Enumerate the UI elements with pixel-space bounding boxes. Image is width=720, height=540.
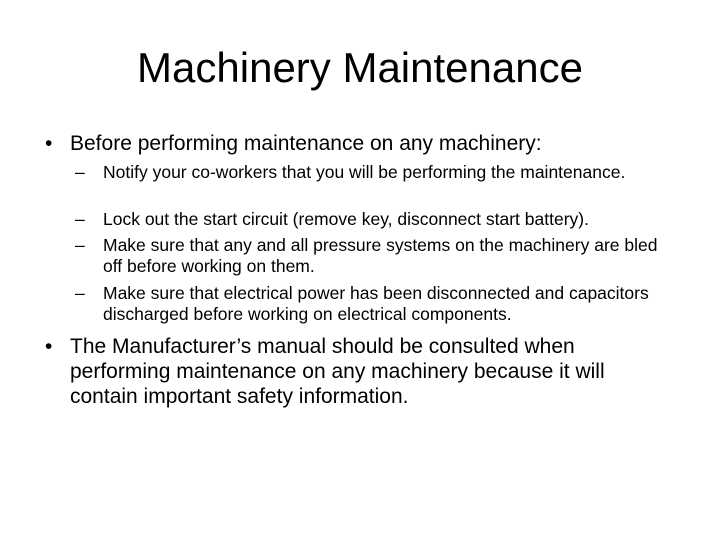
sub-bullet-text: Make sure that electrical power has been disconnected and capacitors discharged before working on electrical components. — [103, 283, 649, 324]
slide-title: Machinery Maintenance — [137, 44, 583, 91]
bullet-text: The Manufacturer’s manual should be consulted when performing maintenance on any machinery because it will contain important safety information. — [70, 335, 605, 408]
sub-bullet-marker: – — [75, 209, 85, 229]
bullet-text: Before performing maintenance on any machinery: — [70, 132, 542, 155]
bullet-marker: • — [45, 132, 53, 155]
sub-bullet-text: Notify your co-workers that you will be performing the maintenance. — [103, 162, 626, 182]
bullet-marker: • — [45, 335, 53, 358]
sub-bullet-text: Lock out the start circuit (remove key, disconnect start battery). — [103, 209, 589, 229]
sub-bullet-marker: – — [75, 162, 85, 182]
sub-bullet-text: Make sure that any and all pressure systems on the machinery are bled off before working on them. — [103, 235, 658, 276]
sub-bullet-marker: – — [75, 283, 85, 303]
sub-bullet-marker: – — [75, 235, 85, 255]
